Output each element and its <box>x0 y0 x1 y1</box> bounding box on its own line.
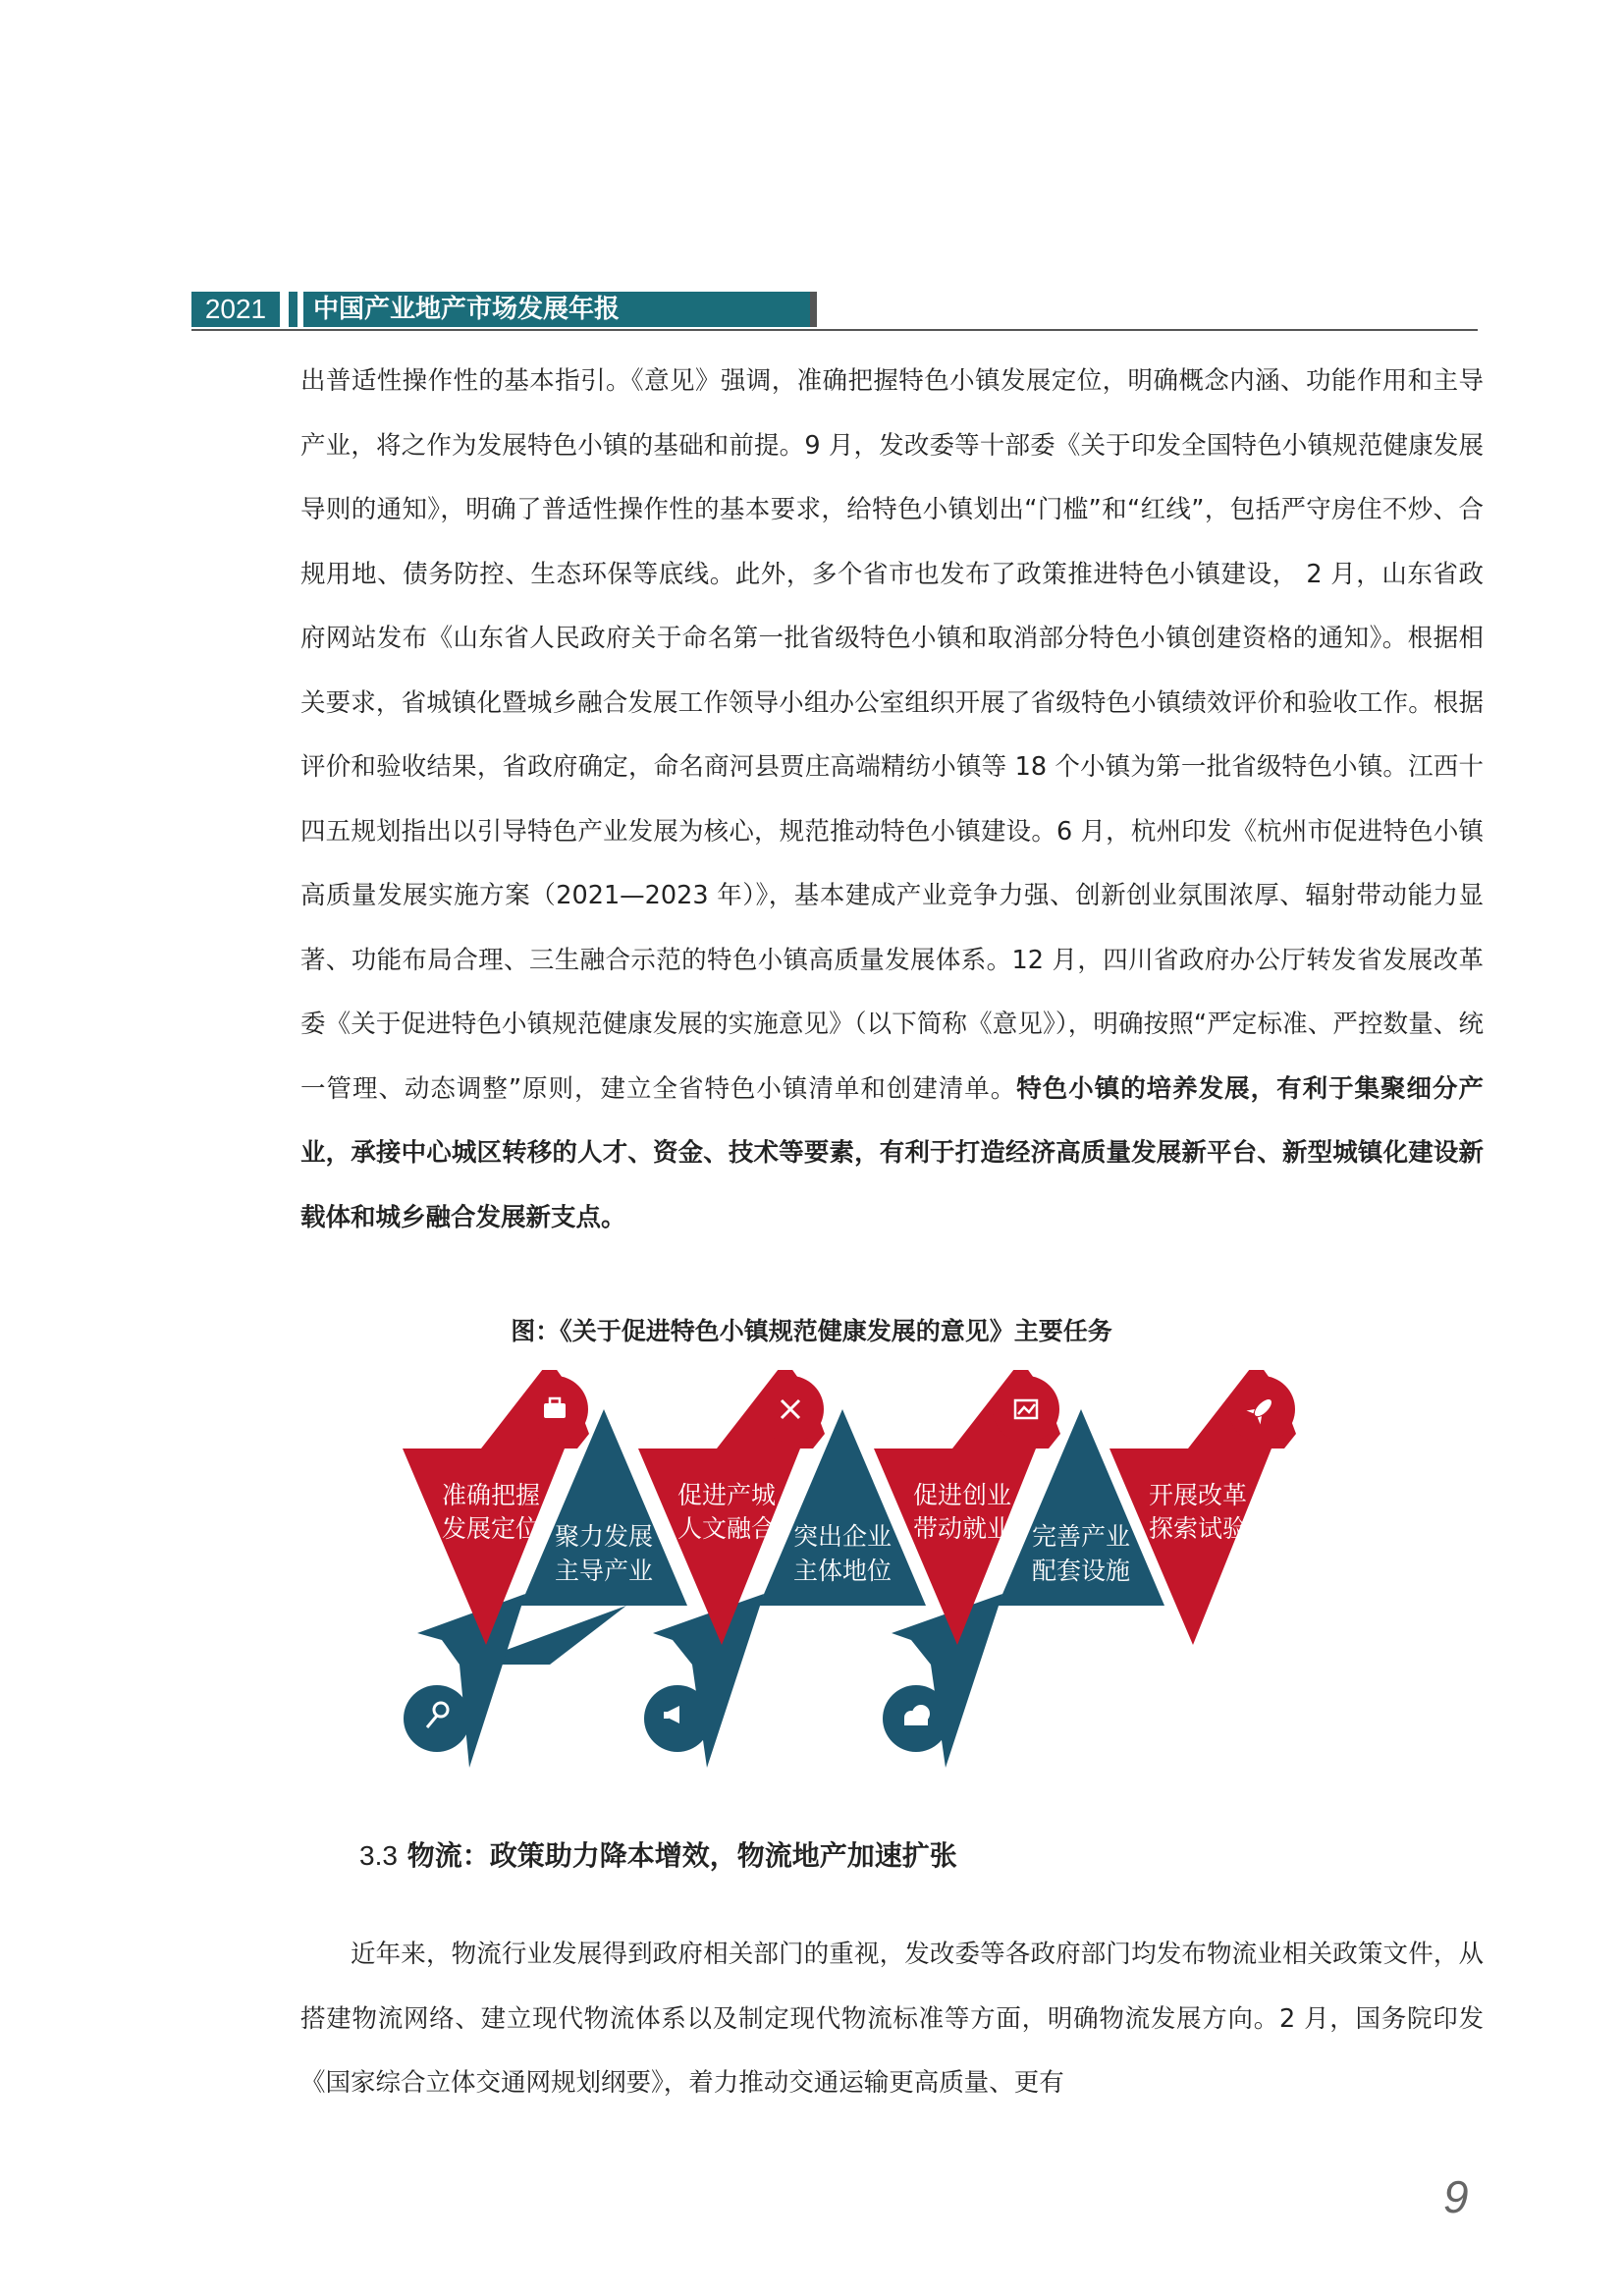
section-heading <box>359 1834 957 1874</box>
red-task-2-line2: 人文融合 <box>676 1514 777 1543</box>
red-task-3-line1: 促进创业 <box>912 1481 1012 1509</box>
header-rule <box>191 329 1478 331</box>
red-task-1-line1: 准确把握 <box>441 1481 541 1509</box>
page-number: 9 <box>1443 2171 1469 2222</box>
figure-caption: 图：《关于促进特色小镇规范健康发展的意见》主要任务 <box>511 1317 1112 1345</box>
paragraph-bold-text: 特色小镇的培养发展，有利于集聚细分产业，承接中心城区转移的人才、资金、技术等要素，有利于打造经济高质量发展新平台、新型城镇化建设新载体和城乡融合发展新支点。 <box>300 1073 1484 1232</box>
section-number: 3.3 <box>359 1840 398 1871</box>
task-diagram <box>393 1370 1384 1782</box>
red-task-4-line1: 开展改革 <box>1148 1481 1248 1509</box>
blue-task-1-line1: 聚力发展 <box>554 1522 654 1551</box>
blue-task-3-line1: 完善产业 <box>1031 1522 1131 1551</box>
blue-task-1-line2: 主导产业 <box>554 1557 654 1585</box>
red-task-4-line2: 探索试验 <box>1148 1514 1248 1543</box>
header-end-bar <box>810 292 817 327</box>
header-year: 2021 <box>191 292 280 327</box>
body-paragraph-1 <box>300 350 1484 1250</box>
red-task-3-line2: 带动就业 <box>912 1514 1012 1543</box>
blue-task-2-line1: 突出企业 <box>792 1522 893 1551</box>
body-paragraph-2: 近年来，物流行业发展得到政府相关部门的重视，发改委等各政府部门均发布物流业相关政策文件，从搭建物流网络、建立现代物流体系以及制定现代物流标准等方面，明确物流发展方向。2 月，国务院印发《国家综合立体交通网规划纲要》，着力推动交通运输更高质量、更有 <box>300 1940 1484 2098</box>
red-task-2-line1: 促进产城 <box>676 1481 777 1509</box>
page-header <box>191 292 1478 329</box>
blue-task-3-line2: 配套设施 <box>1031 1557 1131 1585</box>
header-divider-bar <box>289 292 298 327</box>
section-title: 物流：政策助力降本增效，物流地产加速扩张 <box>406 1839 957 1872</box>
paragraph-text: 出普适性操作性的基本指引。《意见》强调，准确把握特色小镇发展定位，明确概念内涵、功能作用和主导产业，将之作为发展特色小镇的基础和前提。9 月，发改委等十部委《关于印发全国特色小镇规范健康发展导则的通知》，明确了普适性操作性的基本要求，给特色小镇划出“门槛”和“红线”，包括严守房住不炒、合规用地、债务防控、生态环保等底线。此外，多个省市也发布了政策推进特色小镇建设， 2 月，山东省政府网站发布《山东省人民政府关于命名第一批省级特色小镇和取消部分特色小镇创建资格的通知》。根据相关要求，省城镇化暨城乡融合发展工作领导小组办公室组织开展了省级特色小镇绩效评价和验收工作。根据评价和验收结果，省政府确定，命名商河县贾庄高端精纺小镇等 18 个小镇为第一批省级特色小镇。江西十四五规划指出以引导特色产业发展为核心，规范推动特色小镇建设。6 月，杭州印发《杭州市促进特色小镇高质量发展实施方案（2021—2023 年）》，基本建成产业竞争力强、创新创业氛围浓厚、辐射带动能力显著、功能布局合理、三生融合示范的特色小镇高质量发展体系。12 月，四川省政府办公厅转发省发展改革委《关于促进特色小镇规范健康发展的实施意见》（以下简称《意见》），明确按照“严定标准、严控数量、统一管理、动态调整”原则，建立全省特色小镇清单和创建清单。 <box>300 366 1484 1104</box>
header-title: 中国产业地产市场发展年报 <box>303 292 814 327</box>
blue-task-2-line2: 主体地位 <box>792 1557 893 1585</box>
task-figure <box>393 1370 1384 1782</box>
red-task-1-line2: 发展定位 <box>441 1514 541 1543</box>
